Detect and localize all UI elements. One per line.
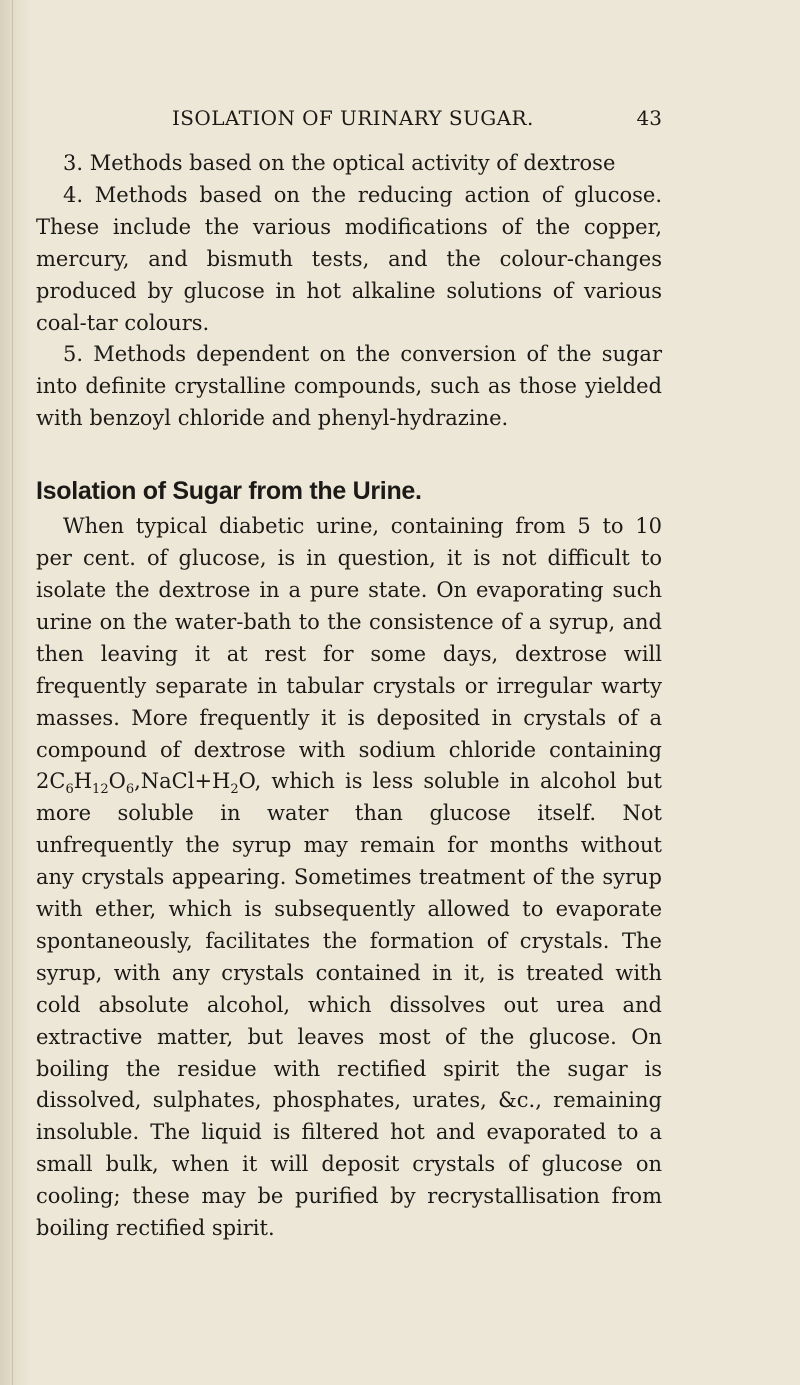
paragraph-text-before-formula: When typical diabetic urine, containing from 5 to 10 per cent. of glucose, is in question, it is not difficult to isolate the dextrose in a pure state. On evaporating such urine on the water-bath to the consistence of a syrup, and then leaving it at rest for some days, dextrose will frequently separate in tabular crystals or irregular warty masses. More frequently it is deposited in crystals of a compound of dextrose with sodium chloride containing (36, 514, 662, 762)
binding-edge (12, 0, 13, 1385)
page-gutter (0, 0, 30, 1385)
body-paragraph (36, 511, 662, 1245)
paragraph-text-after-formula: which is less soluble in alcohol but more soluble in water than glucose itself. Not unfrequently the syrup may remain for months without any crystals appearing. Sometimes treatment of the syrup with ether, which is subsequently allowed to evaporate spontaneously, facilitates the formation of crystals. The syrup, with any crystals contained in it, is treated with cold absolute alcohol, which dissolves out urea and extractive matter, but leaves most of the glucose. On boiling the residue with rectified spirit the sugar is dissolved, sulphates, phosphates, urates, &c., remaining insoluble. The liquid is filtered hot and evaporated to a small bulk, when it will deposit crystals of glucose on cooling; these may be purified by recrystallisation from boiling rectified spirit. (36, 769, 662, 1241)
method-item-3: 3. Methods based on the optical activity of dextrose (63, 151, 616, 175)
section-heading: Isolation of Sugar from the Urine. (36, 477, 422, 506)
method-item-5: 5. Methods dependent on the conversion of the sugar into definite crystalline compounds, such as those yielded with benzoyl chloride and phenyl-hydrazine. (36, 342, 662, 431)
page-header (36, 100, 662, 148)
page-number: 43 (636, 106, 662, 130)
methods-list (36, 148, 662, 435)
chemical-formula: $2C_6H_{12}O_6,NaCl+H_2O$, (36, 769, 262, 798)
running-title: ISOLATION OF URINARY SUGAR. (172, 106, 534, 130)
method-item-4: 4. Methods based on the reducing action of glucose. These include the various modifications of the copper, mercury, and bismuth tests, and the colour-changes produced by glucose in hot alkaline solutions of various coal-tar colours. (36, 182, 662, 335)
book-page (36, 100, 662, 1245)
